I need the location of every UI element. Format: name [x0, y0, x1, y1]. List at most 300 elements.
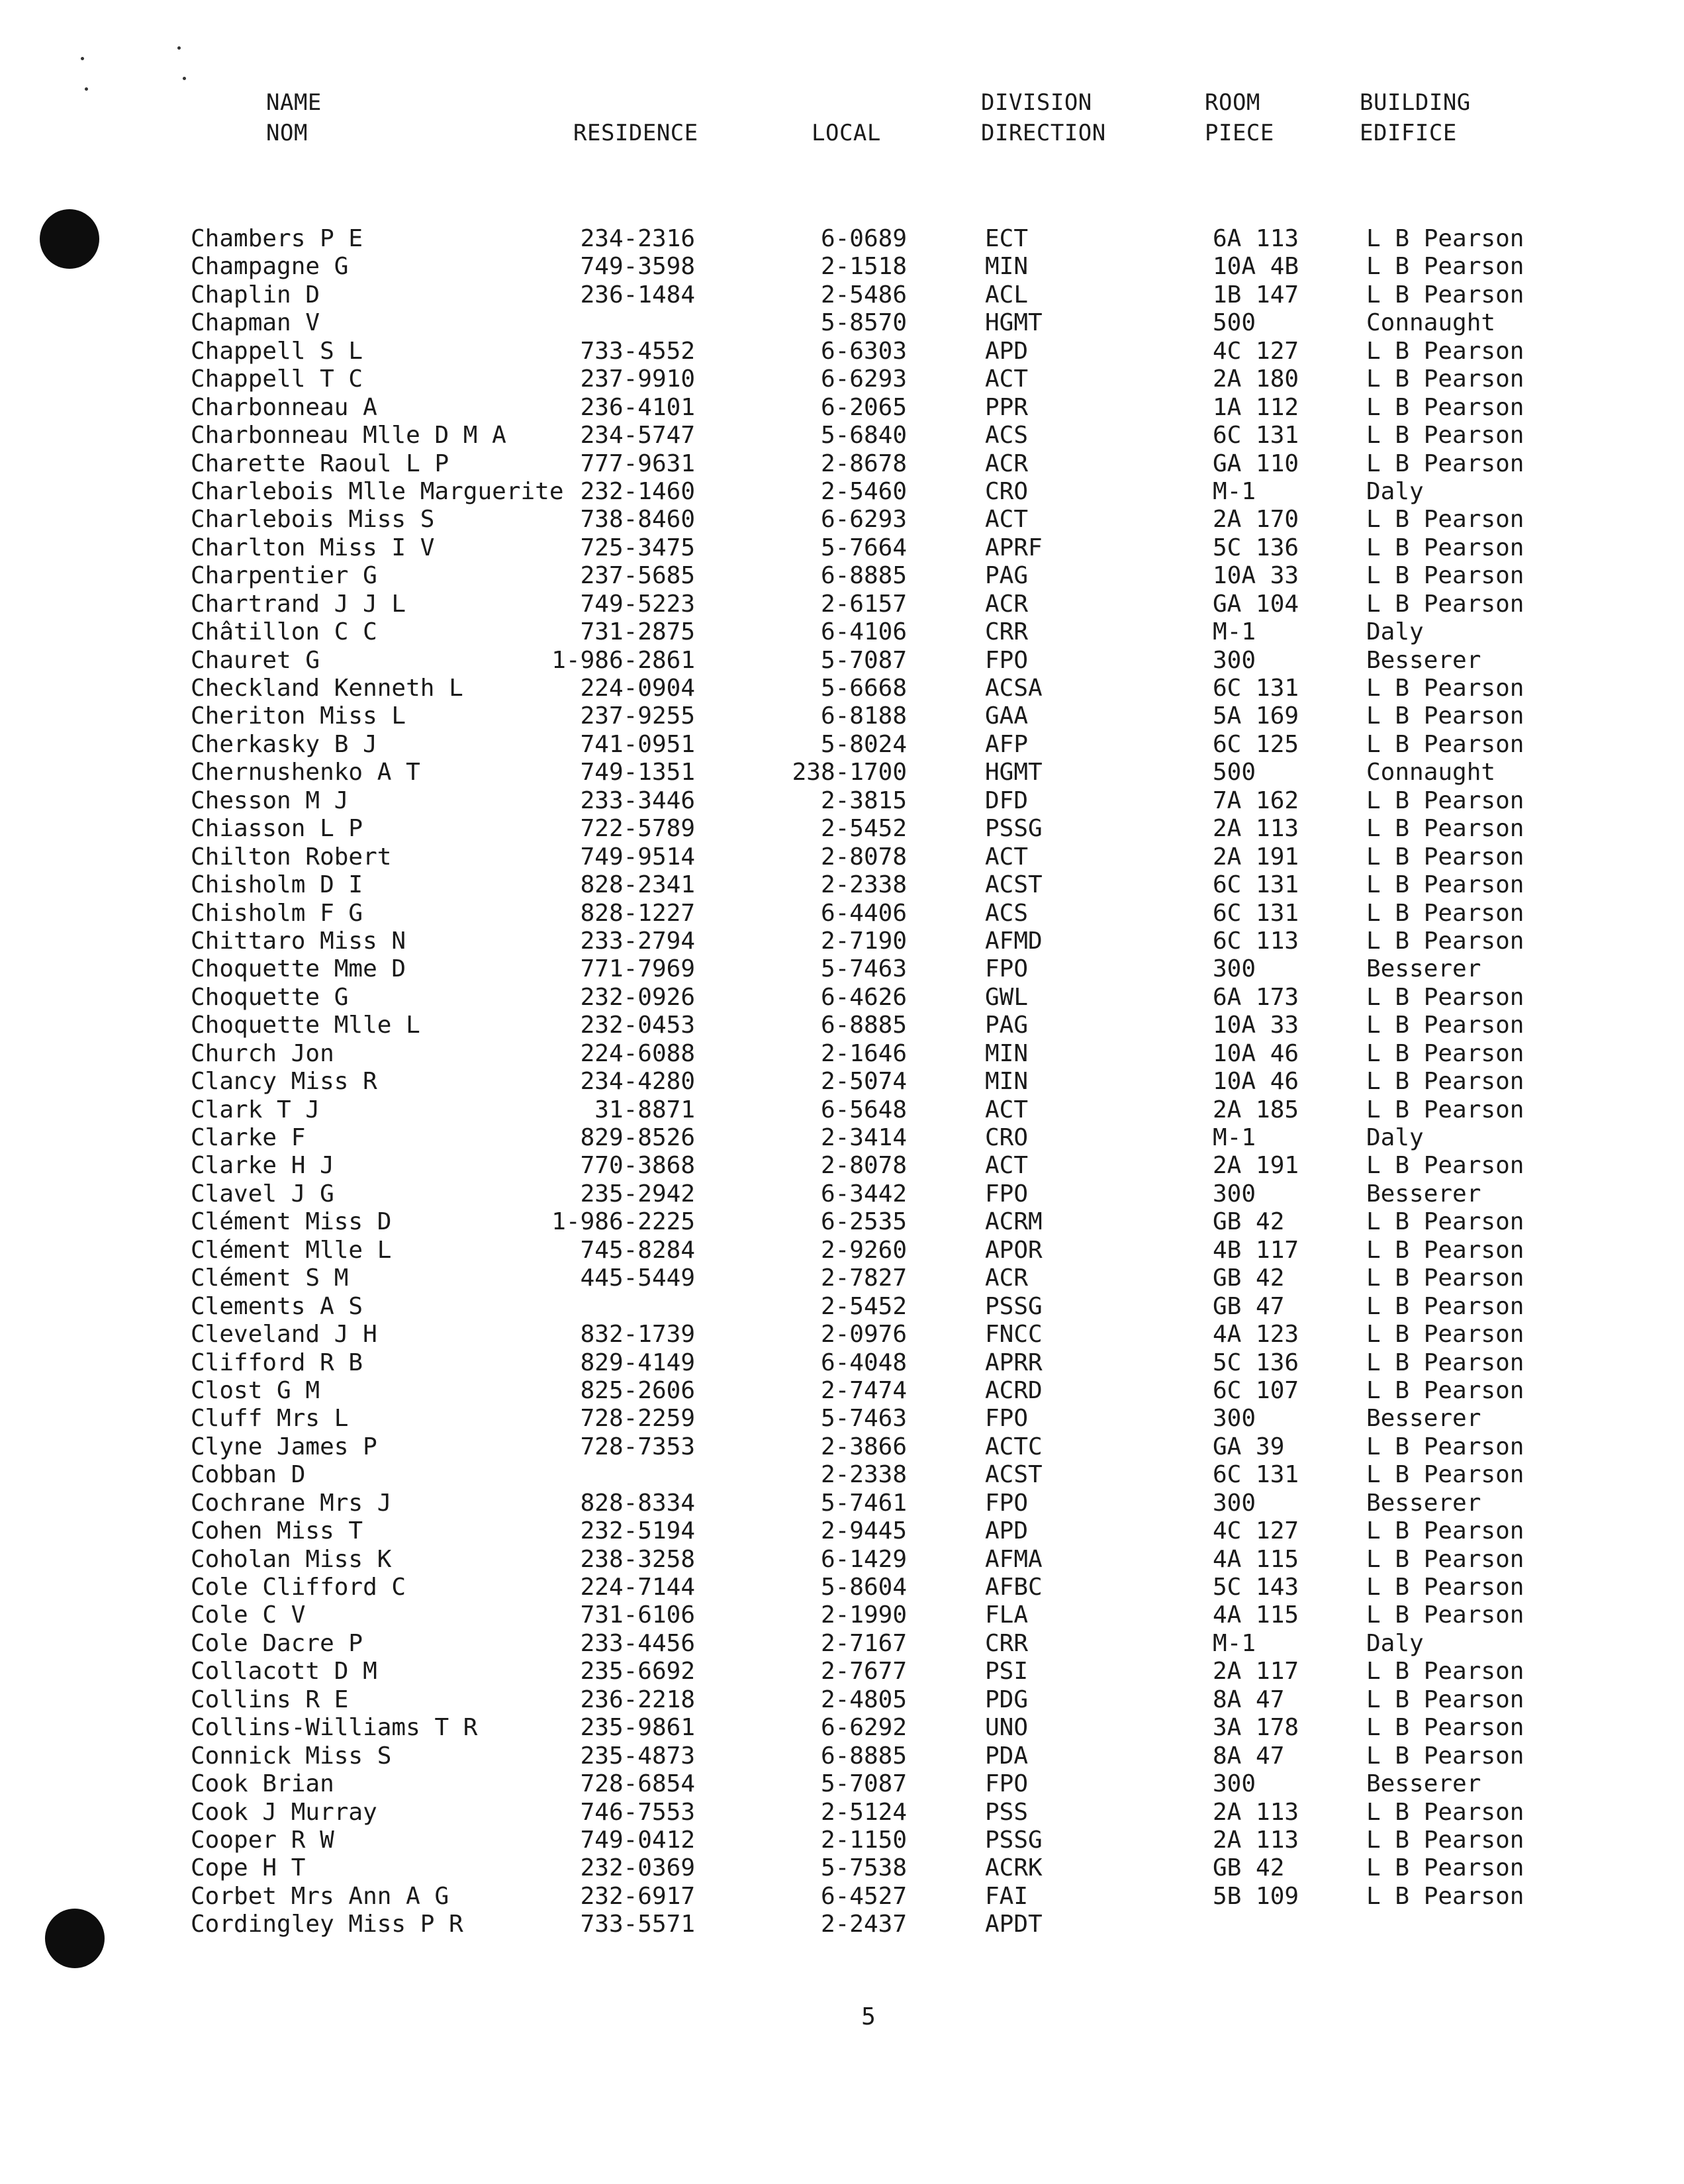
entry-local-phone: 2-2338: [820, 871, 907, 899]
table-row: [0, 1068, 1684, 1096]
entry-name: Chaplin D: [191, 281, 320, 309]
entry-local-phone: 2-8078: [820, 1152, 907, 1180]
entry-name: Cluff Mrs L: [191, 1405, 349, 1433]
entry-division: APD: [985, 1517, 1029, 1545]
entry-local-phone: 2-8678: [820, 450, 907, 477]
entry-division: ACTC: [985, 1433, 1043, 1460]
entry-room: 6C 131: [1213, 1461, 1299, 1489]
entry-room: 10A 46: [1213, 1039, 1299, 1067]
entry-local-phone: 2-1646: [820, 1039, 907, 1067]
entry-name: Chappell T C: [191, 365, 363, 393]
entry-name: Cook Brian: [191, 1770, 334, 1798]
entry-building: L B Pearson: [1366, 1545, 1524, 1573]
table-row: [0, 984, 1684, 1012]
entry-residence-phone: 741-0951: [580, 730, 695, 758]
entry-residence-phone: 1-986-2225: [551, 1208, 695, 1236]
entry-residence-phone: 777-9631: [580, 450, 695, 477]
entry-residence-phone: 749-1351: [580, 759, 695, 786]
entry-division: ACR: [985, 450, 1029, 477]
entry-building: L B Pearson: [1366, 675, 1524, 702]
entry-local-phone: 2-1990: [820, 1601, 907, 1629]
entry-division: ACS: [985, 422, 1029, 450]
entry-residence-phone: 738-8460: [580, 506, 695, 534]
entry-residence-phone: 728-7353: [580, 1433, 695, 1460]
entry-name: Connick Miss S: [191, 1742, 392, 1770]
entry-residence-phone: 232-1460: [580, 477, 695, 505]
entry-room: 4A 123: [1213, 1321, 1299, 1349]
table-row: [0, 1911, 1684, 1938]
entry-name: Châtillon C C: [191, 618, 377, 646]
entry-local-phone: 5-7463: [820, 1405, 907, 1433]
table-row: [0, 309, 1684, 337]
entry-name: Chauret G: [191, 646, 320, 674]
entry-division: ACST: [985, 1461, 1043, 1489]
entry-name: Clyne James P: [191, 1433, 377, 1460]
entry-room: 10A 46: [1213, 1068, 1299, 1096]
entry-room: 4B 117: [1213, 1236, 1299, 1264]
entry-name: Clarke F: [191, 1124, 306, 1151]
entry-local-phone: 2-9260: [820, 1236, 907, 1264]
entry-division: GWL: [985, 983, 1029, 1011]
entry-local-phone: 6-4048: [820, 1349, 907, 1376]
entry-building: L B Pearson: [1366, 1292, 1524, 1320]
entry-building: L B Pearson: [1366, 1517, 1524, 1545]
entry-name: Choquette Mlle L: [191, 1012, 420, 1039]
entry-room: 500: [1213, 759, 1256, 786]
entry-residence-phone: 235-2942: [580, 1180, 695, 1208]
entry-name: Cordingley Miss P R: [191, 1911, 463, 1938]
entry-building: L B Pearson: [1366, 1882, 1524, 1910]
entry-residence-phone: 237-5685: [580, 562, 695, 590]
entry-local-phone: 2-5074: [820, 1068, 907, 1096]
entry-local-phone: 6-1429: [820, 1545, 907, 1573]
entry-name: Chiasson L P: [191, 815, 363, 843]
entry-room: 1B 147: [1213, 281, 1299, 309]
table-row: [0, 1264, 1684, 1292]
entry-name: Cohen Miss T: [191, 1517, 363, 1545]
entry-division: ACR: [985, 590, 1029, 618]
entry-division: AFBC: [985, 1574, 1043, 1601]
entry-division: HGMT: [985, 309, 1043, 337]
table-row: [0, 1208, 1684, 1236]
entry-residence-phone: 234-4280: [580, 1068, 695, 1096]
entry-building: Besserer: [1366, 1180, 1481, 1208]
entry-building: L B Pearson: [1366, 1012, 1524, 1039]
entry-residence-phone: 828-2341: [580, 871, 695, 899]
entry-local-phone: 2-2437: [820, 1911, 907, 1938]
entry-residence-phone: 728-6854: [580, 1770, 695, 1798]
entry-local-phone: 2-8078: [820, 843, 907, 871]
table-row: [0, 955, 1684, 983]
entry-building: L B Pearson: [1366, 871, 1524, 899]
table-row: [0, 1321, 1684, 1349]
entry-division: PSSG: [985, 1292, 1043, 1320]
entry-building: L B Pearson: [1366, 843, 1524, 871]
entry-room: 2A 113: [1213, 1798, 1299, 1826]
entry-room: 8A 47: [1213, 1742, 1285, 1770]
entry-name: Charlebois Mlle Marguerite: [191, 477, 564, 505]
table-row: [0, 1490, 1684, 1517]
table-row: [0, 1012, 1684, 1039]
entry-local-phone: 6-4527: [820, 1882, 907, 1910]
entry-local-phone: 5-7461: [820, 1489, 907, 1517]
entry-name: Cherkasky B J: [191, 730, 377, 758]
entry-room: M-1: [1213, 618, 1256, 646]
column-header: [0, 87, 1684, 167]
entry-residence-phone: 224-0904: [580, 675, 695, 702]
table-row: [0, 1574, 1684, 1601]
entry-name: Charlton Miss I V: [191, 534, 435, 561]
entry-local-phone: 5-6668: [820, 675, 907, 702]
entry-building: L B Pearson: [1366, 1096, 1524, 1123]
entry-building: L B Pearson: [1366, 534, 1524, 561]
entry-name: Collins R E: [191, 1685, 349, 1713]
entry-building: L B Pearson: [1366, 337, 1524, 365]
entry-local-phone: 2-5460: [820, 477, 907, 505]
entry-name: Chappell S L: [191, 337, 363, 365]
table-row: [0, 1854, 1684, 1882]
entry-division: ACS: [985, 899, 1029, 927]
entry-division: GAA: [985, 702, 1029, 730]
entry-division: ACT: [985, 843, 1029, 871]
entry-local-phone: 2-7474: [820, 1376, 907, 1404]
entry-name: Church Jon: [191, 1039, 334, 1067]
entry-name: Champagne G: [191, 253, 349, 281]
entry-building: L B Pearson: [1366, 450, 1524, 477]
entry-residence-phone: 236-4101: [580, 393, 695, 421]
entry-residence-phone: 236-2218: [580, 1685, 695, 1713]
entry-building: L B Pearson: [1366, 1152, 1524, 1180]
entry-division: PSS: [985, 1798, 1029, 1826]
entry-building: L B Pearson: [1366, 786, 1524, 814]
entry-room: 4C 127: [1213, 337, 1299, 365]
table-row: [0, 1293, 1684, 1321]
entry-division: APRF: [985, 534, 1043, 561]
entry-room: 2A 113: [1213, 815, 1299, 843]
table-row: [0, 702, 1684, 730]
entry-division: FPO: [985, 1770, 1029, 1798]
entry-residence-phone: 828-1227: [580, 899, 695, 927]
entry-room: 500: [1213, 309, 1256, 337]
entry-local-phone: 2-4805: [820, 1685, 907, 1713]
entry-residence-phone: 725-3475: [580, 534, 695, 561]
entry-building: L B Pearson: [1366, 590, 1524, 618]
entry-local-phone: 5-6840: [820, 422, 907, 450]
table-row: [0, 815, 1684, 843]
entry-local-phone: 2-9445: [820, 1517, 907, 1545]
scan-speck: [81, 57, 84, 60]
entry-division: APRR: [985, 1349, 1043, 1376]
entry-room: 10A 33: [1213, 562, 1299, 590]
entry-building: L B Pearson: [1366, 1574, 1524, 1601]
entry-name: Charpentier G: [191, 562, 377, 590]
entry-division: PSSG: [985, 815, 1043, 843]
entry-room: 6A 113: [1213, 225, 1299, 252]
entry-room: 300: [1213, 1180, 1256, 1208]
entry-room: 300: [1213, 955, 1256, 983]
entry-room: 2A 185: [1213, 1096, 1299, 1123]
entry-division: FPO: [985, 955, 1029, 983]
entry-room: 6C 131: [1213, 422, 1299, 450]
entry-local-phone: 2-5486: [820, 281, 907, 309]
entry-division: CRO: [985, 477, 1029, 505]
entry-residence-phone: 746-7553: [580, 1798, 695, 1826]
table-row: [0, 225, 1684, 253]
entry-division: MIN: [985, 1068, 1029, 1096]
entry-local-phone: 5-7463: [820, 955, 907, 983]
table-row: [0, 1517, 1684, 1545]
entry-division: FPO: [985, 1489, 1029, 1517]
entry-local-phone: 6-0689: [820, 225, 907, 252]
entry-residence-phone: 233-4456: [580, 1629, 695, 1657]
header-room: ROOM PIECE: [1205, 89, 1274, 146]
entry-room: 6C 125: [1213, 730, 1299, 758]
table-row: [0, 338, 1684, 365]
entry-division: ACR: [985, 1264, 1029, 1292]
entry-room: M-1: [1213, 1629, 1256, 1657]
entry-room: 10A 33: [1213, 1012, 1299, 1039]
entry-room: 6C 131: [1213, 675, 1299, 702]
scan-speck: [183, 77, 186, 80]
table-row: [0, 562, 1684, 590]
entry-division: FLA: [985, 1601, 1029, 1629]
entry-residence-phone: 828-8334: [580, 1489, 695, 1517]
table-row: [0, 1630, 1684, 1658]
entry-local-phone: 2-5452: [820, 1292, 907, 1320]
entry-local-phone: 2-2338: [820, 1461, 907, 1489]
entry-name: Corbet Mrs Ann A G: [191, 1882, 449, 1910]
table-row: [0, 506, 1684, 534]
entry-local-phone: 2-7827: [820, 1264, 907, 1292]
entry-division: FPO: [985, 646, 1029, 674]
entry-room: GB 47: [1213, 1292, 1285, 1320]
entry-name: Coholan Miss K: [191, 1545, 392, 1573]
entry-local-phone: 6-4106: [820, 618, 907, 646]
entry-local-phone: 2-7167: [820, 1629, 907, 1657]
entry-residence-phone: 232-5194: [580, 1517, 695, 1545]
table-row: [0, 1152, 1684, 1180]
entry-building: Daly: [1366, 1629, 1424, 1657]
table-row: [0, 1546, 1684, 1574]
entry-residence-phone: 232-0369: [580, 1854, 695, 1882]
entry-name: Chittaro Miss N: [191, 927, 406, 955]
entry-name: Charlebois Miss S: [191, 506, 435, 534]
entry-division: PSI: [985, 1658, 1029, 1685]
entry-name: Clavel J G: [191, 1180, 334, 1208]
page-number: 5: [861, 2003, 876, 2030]
header-residence: RESIDENCE: [573, 120, 698, 146]
entry-division: FPO: [985, 1405, 1029, 1433]
entry-room: 2A 191: [1213, 843, 1299, 871]
entry-residence-phone: 236-1484: [580, 281, 695, 309]
entry-room: 4A 115: [1213, 1601, 1299, 1629]
entry-local-phone: 2-3866: [820, 1433, 907, 1460]
table-row: [0, 1827, 1684, 1854]
entry-residence-phone: 829-4149: [580, 1349, 695, 1376]
entry-building: Besserer: [1366, 955, 1481, 983]
entry-division: APOR: [985, 1236, 1043, 1264]
table-row: [0, 787, 1684, 815]
entry-local-phone: 5-7538: [820, 1854, 907, 1882]
entry-residence-phone: 233-2794: [580, 927, 695, 955]
entry-room: 3A 178: [1213, 1714, 1299, 1742]
entry-building: L B Pearson: [1366, 1461, 1524, 1489]
entry-residence-phone: 232-0926: [580, 983, 695, 1011]
entry-division: PSSG: [985, 1826, 1043, 1854]
entry-division: AFMA: [985, 1545, 1043, 1573]
entry-room: 7A 162: [1213, 786, 1299, 814]
entry-residence-phone: 232-6917: [580, 1882, 695, 1910]
entry-local-phone: 6-8885: [820, 562, 907, 590]
entry-name: Checkland Kenneth L: [191, 675, 463, 702]
entry-building: Besserer: [1366, 1489, 1481, 1517]
entry-local-phone: 2-7677: [820, 1658, 907, 1685]
entry-name: Cochrane Mrs J: [191, 1489, 392, 1517]
entry-building: L B Pearson: [1366, 1685, 1524, 1713]
entry-division: ACRK: [985, 1854, 1043, 1882]
table-row: [0, 281, 1684, 309]
entry-name: Chambers P E: [191, 225, 363, 252]
entry-room: 2A 113: [1213, 1826, 1299, 1854]
entry-room: 300: [1213, 1405, 1256, 1433]
entry-building: L B Pearson: [1366, 1742, 1524, 1770]
entry-name: Clements A S: [191, 1292, 363, 1320]
entry-division: FPO: [985, 1180, 1029, 1208]
entry-residence-phone: 731-2875: [580, 618, 695, 646]
table-row: [0, 394, 1684, 422]
entry-residence-phone: 1-986-2861: [551, 646, 695, 674]
entry-local-phone: 2-5124: [820, 1798, 907, 1826]
entry-division: PPR: [985, 393, 1029, 421]
table-row: [0, 1883, 1684, 1911]
entry-residence-phone: 232-0453: [580, 1012, 695, 1039]
entry-local-phone: 238-1700: [792, 759, 907, 786]
entry-residence-phone: 749-9514: [580, 843, 695, 871]
entry-name: Clifford R B: [191, 1349, 363, 1376]
entry-room: 2A 117: [1213, 1658, 1299, 1685]
entry-residence-phone: 233-3446: [580, 786, 695, 814]
entry-room: GA 104: [1213, 590, 1299, 618]
entry-building: L B Pearson: [1366, 225, 1524, 252]
entry-name: Choquette G: [191, 983, 349, 1011]
entry-room: GB 42: [1213, 1208, 1285, 1236]
entry-residence-phone: 31-8871: [594, 1096, 695, 1123]
entry-name: Cole Clifford C: [191, 1574, 406, 1601]
table-row: [0, 1799, 1684, 1827]
entry-residence-phone: 829-8526: [580, 1124, 695, 1151]
entry-division: APD: [985, 337, 1029, 365]
entry-room: 6C 113: [1213, 927, 1299, 955]
entry-building: L B Pearson: [1366, 1264, 1524, 1292]
entry-name: Charbonneau A: [191, 393, 377, 421]
entry-residence-phone: 224-6088: [580, 1039, 695, 1067]
entry-division: CRO: [985, 1124, 1029, 1151]
entry-room: 6A 173: [1213, 983, 1299, 1011]
entry-room: M-1: [1213, 1124, 1256, 1151]
entry-division: ACT: [985, 1096, 1029, 1123]
entry-room: M-1: [1213, 477, 1256, 505]
entry-residence-phone: 234-2316: [580, 225, 695, 252]
scan-speck: [177, 46, 181, 50]
entry-local-phone: 2-3815: [820, 786, 907, 814]
table-row: [0, 1180, 1684, 1208]
table-row: [0, 843, 1684, 871]
entry-division: CRR: [985, 618, 1029, 646]
entry-name: Chartrand J J L: [191, 590, 406, 618]
entry-room: 6C 131: [1213, 899, 1299, 927]
entry-residence-phone: 238-3258: [580, 1545, 695, 1573]
entry-division: APDT: [985, 1911, 1043, 1938]
entry-building: L B Pearson: [1366, 1321, 1524, 1349]
entry-name: Cope H T: [191, 1854, 306, 1882]
entry-division: PDG: [985, 1685, 1029, 1713]
entry-division: CRR: [985, 1629, 1029, 1657]
entry-residence-phone: 728-2259: [580, 1405, 695, 1433]
entry-division: ACL: [985, 281, 1029, 309]
entry-residence-phone: 237-9255: [580, 702, 695, 730]
entry-name: Clark T J: [191, 1096, 320, 1123]
entry-room: 5B 109: [1213, 1882, 1299, 1910]
table-row: [0, 253, 1684, 281]
entry-building: L B Pearson: [1366, 393, 1524, 421]
entry-building: Connaught: [1366, 759, 1496, 786]
entry-division: UNO: [985, 1714, 1029, 1742]
entry-residence-phone: 235-9861: [580, 1714, 695, 1742]
entry-local-phone: 5-8570: [820, 309, 907, 337]
entry-residence-phone: 237-9910: [580, 365, 695, 393]
entry-name: Chilton Robert: [191, 843, 392, 871]
entry-building: L B Pearson: [1366, 1854, 1524, 1882]
entry-local-phone: 6-2535: [820, 1208, 907, 1236]
table-row: [0, 1601, 1684, 1629]
entry-local-phone: 6-5648: [820, 1096, 907, 1123]
table-row: [0, 1714, 1684, 1742]
entry-local-phone: 6-6293: [820, 365, 907, 393]
entry-local-phone: 2-1150: [820, 1826, 907, 1854]
entry-residence-phone: 771-7969: [580, 955, 695, 983]
entry-building: Besserer: [1366, 1770, 1481, 1798]
entry-building: Connaught: [1366, 309, 1496, 337]
table-row: [0, 1349, 1684, 1377]
table-row: [0, 618, 1684, 646]
entry-room: 5C 136: [1213, 534, 1299, 561]
entry-division: MIN: [985, 1039, 1029, 1067]
entry-room: 2A 191: [1213, 1152, 1299, 1180]
table-row: [0, 365, 1684, 393]
entry-division: PDA: [985, 1742, 1029, 1770]
entry-division: ACSA: [985, 675, 1043, 702]
table-row: [0, 591, 1684, 618]
entry-local-phone: 2-0976: [820, 1321, 907, 1349]
entry-division: ACT: [985, 506, 1029, 534]
entry-room: 10A 4B: [1213, 253, 1299, 281]
entry-local-phone: 2-1518: [820, 253, 907, 281]
entry-room: 8A 47: [1213, 1685, 1285, 1713]
entry-name: Cole C V: [191, 1601, 306, 1629]
table-row: [0, 675, 1684, 702]
entry-residence-phone: 733-4552: [580, 337, 695, 365]
entry-building: L B Pearson: [1366, 1208, 1524, 1236]
entry-residence-phone: 832-1739: [580, 1321, 695, 1349]
entry-local-phone: 6-6303: [820, 337, 907, 365]
entry-division: AFP: [985, 730, 1029, 758]
entry-division: AFMD: [985, 927, 1043, 955]
entry-room: GA 110: [1213, 450, 1299, 477]
entry-residence-phone: 733-5571: [580, 1911, 695, 1938]
entry-name: Clément S M: [191, 1264, 349, 1292]
entry-building: L B Pearson: [1366, 1601, 1524, 1629]
header-name: NAME NOM: [266, 89, 322, 146]
